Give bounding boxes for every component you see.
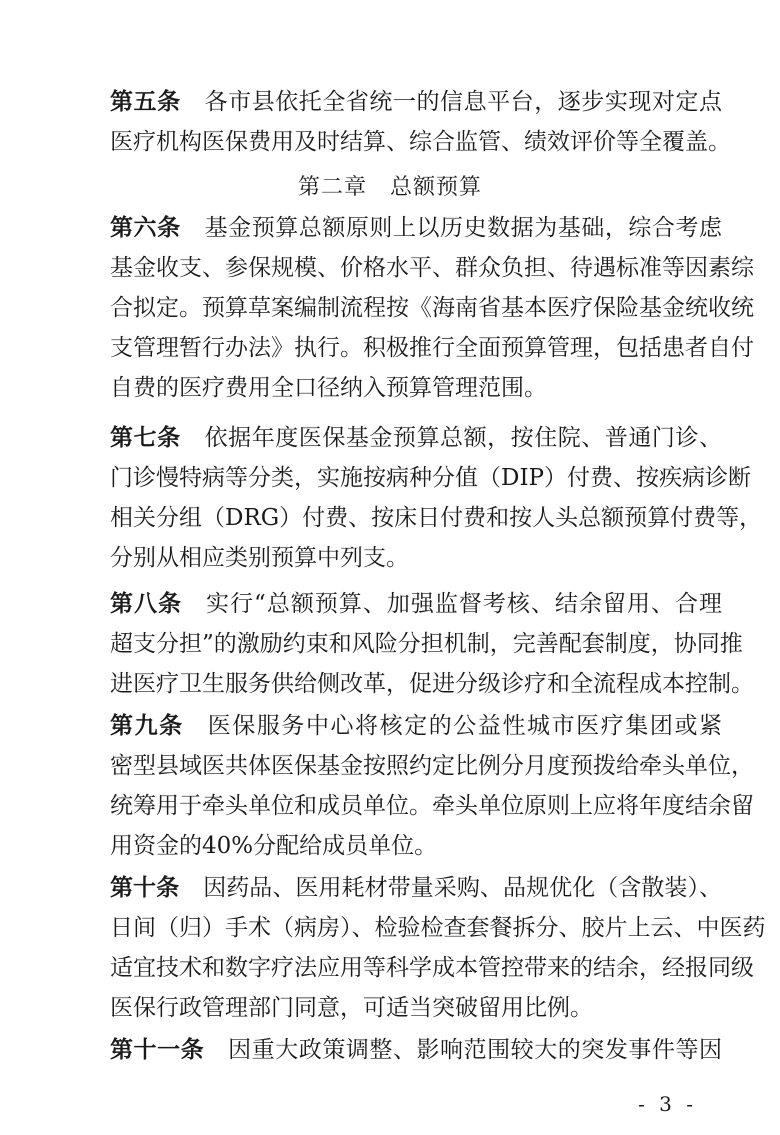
article-label: 第七条 (110, 425, 181, 451)
article-text: 医保服务中心将核定的公益性城市医疗集团或紧 (207, 713, 723, 739)
article-text: 各市县依托全省统一的信息平台，逐步实现对定点 (204, 89, 722, 115)
chapter-heading: 第二章 总额预算 (297, 175, 482, 200)
article-line: 用资金的40%分配给成员单位。 (110, 833, 438, 859)
article-line: 适宜技术和数字疗法应用等科学成本管控带来的结余，经报同级 (110, 955, 754, 981)
article-label: 第五条 (110, 89, 181, 115)
article-line: 日间（归）手术（病房）、检验检查套餐拆分、胶片上云、中医药 (110, 915, 766, 941)
article-line (110, 418, 722, 458)
article-line: 医保行政管理部门同意，可适当突破留用比例。 (110, 995, 593, 1021)
article-line (110, 584, 722, 624)
article-line (110, 868, 722, 908)
article-line (110, 208, 722, 248)
article-label: 第九条 (110, 713, 184, 739)
article-text: 因药品、医用耗材带量采购、品规优化（含散装）、 (203, 875, 723, 901)
article-line: 密型县域医共体医保基金按照约定比例分月度预拨给牵头单位， (110, 753, 754, 779)
article-line: 超支分担”的激励约束和风险分担机制，完善配套制度，协同推 (110, 631, 743, 657)
article-line: 进医疗卫生服务供给侧改革，促进分级诊疗和全流程成本控制。 (110, 671, 754, 697)
article-line: 基金收支、参保规模、价格水平、群众负担、待遇标准等因素综 (110, 255, 754, 281)
article-line: 统筹用于牵头单位和成员单位。牵头单位原则上应将年度结余留 (110, 793, 754, 819)
article-text: 依据年度医保基金预算总额，按住院、普通门诊、 (204, 425, 722, 451)
article-label: 第六条 (110, 215, 181, 241)
article-line (110, 706, 722, 746)
article-line: 合拟定。预算草案编制流程按《海南省基本医疗保险基金统收统 (110, 295, 754, 321)
article-text: 基金预算总额原则上以历史数据为基础，综合考虑 (204, 215, 722, 241)
article-line (110, 1030, 722, 1070)
article-line: 门诊慢特病等分类，实施按病种分值（DIP）付费、按疾病诊断 (110, 465, 752, 491)
article-text: 实行“总额预算、加强监督考核、结余留用、合理 (206, 591, 722, 617)
page-number: - 3 - (638, 1092, 697, 1116)
article-line (110, 82, 722, 122)
article-line: 支管理暂行办法》执行。积极推行全面预算管理，包括患者自付 (110, 335, 754, 361)
article-line: 分别从相应类别预算中列支。 (110, 545, 409, 571)
article-text: 因重大政策调整、影响范围较大的突发事件等因 (228, 1037, 723, 1063)
article-line: 自费的医疗费用全口径纳入预算管理范围。 (110, 375, 547, 401)
article-label: 第十条 (110, 875, 180, 901)
article-line: 医疗机构医保费用及时结算、综合监管、绩效评价等全覆盖。 (110, 129, 731, 155)
article-line: 相关分组（DRG）付费、按床日付费和按人头总额预算付费等， (110, 505, 763, 531)
article-label: 第八条 (110, 591, 183, 617)
article-label: 第十一条 (110, 1037, 205, 1063)
